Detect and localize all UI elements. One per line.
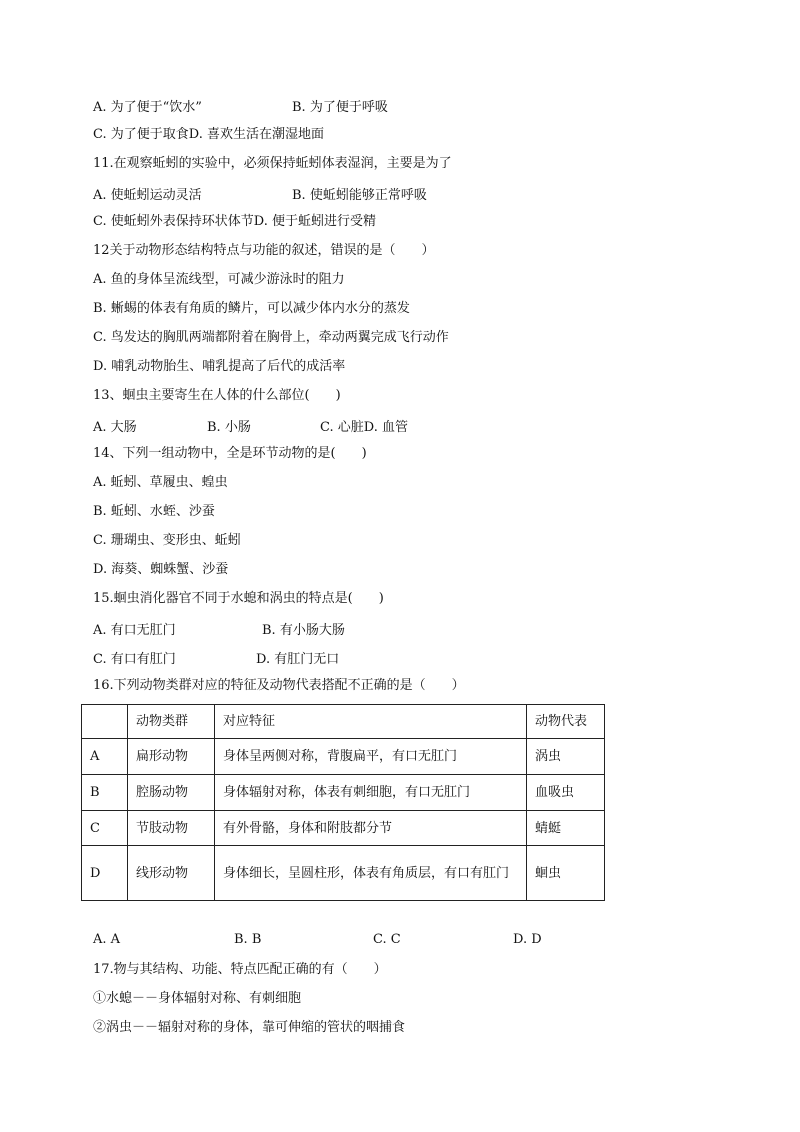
table-row [82, 739, 605, 775]
table-cell: 身体辐射对称，体表有刺细胞，有口无肛门 [215, 775, 527, 811]
q15-option-b: B. 有小肠大肠 [262, 623, 345, 638]
table-cell: 节肢动物 [128, 811, 215, 846]
q10-option-a: A. 为了便于“饮水” [93, 100, 202, 115]
table-cell: D [82, 846, 128, 901]
q16-option-a: A. A [93, 932, 121, 947]
table-header-cell [82, 705, 128, 739]
table-cell: 扁形动物 [128, 739, 215, 775]
table-cell: A [82, 739, 128, 775]
q14-option-a: A. 蚯蚓、草履虫、蝗虫 [93, 475, 228, 490]
q15-option-a: A. 有口无肛门 [93, 623, 176, 638]
q16-options [93, 932, 613, 950]
q15-stem: 15.蛔虫消化器官不同于水螅和涡虫的特点是( ) [93, 591, 384, 606]
q17-stem: 17.物与其结构、功能、特点匹配正确的有（ ） [93, 962, 387, 977]
q12-option-d: D. 哺乳动物胎生、哺乳提高了后代的成活率 [93, 359, 346, 374]
q14-option-b: B. 蚯蚓、水蛭、沙蚕 [93, 504, 215, 519]
table-cell: 蜻蜓 [527, 811, 605, 846]
q17-item-1: ①水螅－－身体辐射对称、有刺细胞 [93, 991, 302, 1006]
table-cell: 身体细长，呈圆柱形，体表有角质层，有口有肛门 [215, 846, 527, 901]
table-row [82, 846, 605, 901]
table-cell: 涡虫 [527, 739, 605, 775]
table-header-row [82, 705, 605, 739]
q16-option-c: C. C [373, 932, 401, 947]
q16-option-d: D. D [513, 932, 542, 947]
q13-option-cd: C. 心脏D. 血管 [320, 420, 408, 435]
table-cell: 线形动物 [128, 846, 215, 901]
q14-option-c: C. 珊瑚虫、变形虫、蚯蚓 [93, 533, 241, 548]
q11-option-a: A. 使蚯蚓运动灵活 [93, 188, 202, 203]
table-cell: 蛔虫 [527, 846, 605, 901]
table-cell: B [82, 775, 128, 811]
table-header-cell: 对应特征 [215, 705, 527, 739]
q10-option-cd: C. 为了便于取食D. 喜欢生活在潮湿地面 [93, 127, 324, 142]
table-cell: 腔肠动物 [128, 775, 215, 811]
q11-stem: 11.在观察蚯蚓的实验中，必须保持蚯蚓体表湿润，主要是为了 [93, 156, 452, 171]
table-row [82, 775, 605, 811]
q17-item-2: ②涡虫－－辐射对称的身体，靠可伸缩的管状的咽捕食 [93, 1020, 406, 1035]
q13-option-a: A. 大肠 [93, 420, 137, 435]
q13-stem: 13、蛔虫主要寄生在人体的什么部位( ) [93, 388, 341, 403]
table-row [82, 811, 605, 846]
q11-option-b: B. 使蚯蚓能够正常呼吸 [292, 188, 427, 203]
table-cell: C [82, 811, 128, 846]
q12-option-a: A. 鱼的身体呈流线型，可减少游泳时的阻力 [93, 272, 345, 287]
table-header-cell: 动物类群 [128, 705, 215, 739]
q15-option-c: C. 有口有肛门 [93, 652, 176, 667]
q14-stem: 14、下列一组动物中，全是环节动物的是( ) [93, 446, 367, 461]
q10-option-b: B. 为了便于呼吸 [292, 100, 388, 115]
q12-option-b: B. 蜥蜴的体表有角质的鳞片，可以减少体内水分的蒸发 [93, 301, 410, 316]
table-cell: 血吸虫 [527, 775, 605, 811]
table-header-cell: 动物代表 [527, 705, 605, 739]
table-cell: 有外骨骼，身体和附肢都分节 [215, 811, 527, 846]
q11-option-cd: C. 使蚯蚓外表保持环状体节D. 便于蚯蚓进行受精 [93, 214, 376, 229]
q13-option-b: B. 小肠 [207, 420, 251, 435]
q15-option-d: D. 有肛门无口 [256, 652, 340, 667]
q16-table [81, 704, 605, 901]
q16-stem: 16.下列动物类群对应的特征及动物代表搭配不正确的是（ ） [93, 678, 465, 693]
q12-option-c: C. 鸟发达的胸肌两端都附着在胸骨上，牵动两翼完成飞行动作 [93, 330, 449, 345]
q14-option-d: D. 海葵、蜘蛛蟹、沙蚕 [93, 562, 229, 577]
q12-stem: 12关于动物形态结构特点与功能的叙述，错误的是（ ） [93, 243, 435, 258]
q16-option-b: B. B [234, 932, 262, 947]
table-cell: 身体呈两侧对称，背腹扁平，有口无肛门 [215, 739, 527, 775]
